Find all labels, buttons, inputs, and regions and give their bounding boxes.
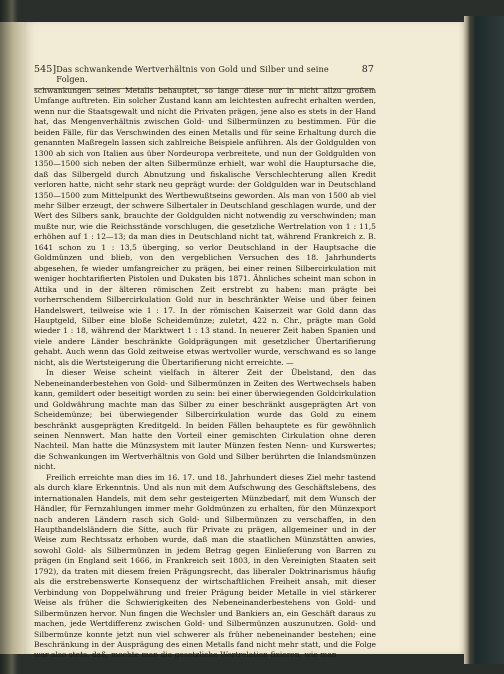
paragraph: In dieser Weise scheint vielfach in älterer Zeit der Übelstand, den das Nebeneinanderbestehen von Gold- und Silbermünzen in Zeiten des Wertwechsels haben kann, gemildert oder beseitigt worden zu sein: bei einer überwiegenden Goldcirkulation und Goldwährung machte man das Silber zu einer beschränkt ausgeprägten Art von Scheidemünze; bei überwiegender Silbercirkulation wurde das Gold zu einem beschränkt ausgeprägten Kreditgeld. In beiden Fällen behauptete es für gewöhnlich seinen Nennwert. Man hatte den Vorteil einer gemischten Cirkulation ohne deren Nachteil. Man hatte die Münzsystem mit lauter Münzen festen Nenn- und Kurswertes; die Schwankungen im Wertverhältnis von Gold und Silber berührten die Inlandsmünzen nicht. bbox=[34, 368, 376, 472]
page-number: 87 bbox=[361, 64, 374, 75]
running-title: Das schwankende Wertverhältnis von Gold und Silber und seine Folgen. bbox=[56, 64, 329, 84]
section-marker: 545] bbox=[34, 64, 57, 75]
paragraph: schwankungen seines Metalls behauptet, so lange diese nur in nicht allzu großem Umfange auftreten. Ein solcher Zustand kann am leichtesten aufrecht erhalten werden, wenn nur die Staatsgewalt und nicht die Privaten prägen, jene also es stets in der Hand hat, das Mengenverhältnis zwischen Gold- und Silbermünzen zu bestimmen. Für die beiden Fälle, für das Verschwinden des einen Metalls und für seine Erhaltung durch die genannten Maßregeln lassen sich zahlreiche Beispiele anführen. Als der Goldgulden von 1300 ab sich von Italien aus über Nordeuropa verbreitete, und nun der Goldgulden von 1350—1500 sich neben der alten Silbermünze erhielt, war wohl die Hauptursache die, daß das Silbergeld durch Abnutzung und fiskalische Verschlechterung allen Kredit verloren hatte, nicht sehr stark neu geprägt wurde: der Goldgulden war in Deutschland 1350—1500 zum Mittelpunkt des Wertbewußtseins geworden. Als man von 1500 ab viel mehr Silber erzeugt, der schwere Silbertaler in Deutschland geschlagen wurde, und der Wert des Silbers sank, brauchte der Goldgulden nicht notwendig zu verschwinden; man mußte nur, wie die Reichsstände vorschlugen, die gesetzliche Wertrelation von 1 : 11,5 erhöhen auf 1 : 12—13; da man dies in Deutschland nicht tat, während Frankreich z. B. 1641 schon zu 1 : 13,5 überging, so verlor Deutschland in der Hauptsache die Goldmünzen und blieb, von den vergeblichen Versuchen des 18. Jahrhunderts abgesehen, fe wieder umfangreicher zu prägen, bei einer reinen Silbercirkulation mit weniger hochtarifierten Pistolen und Dukaten bis 1871. Ähnliches scheint man schon in Attika und in der älteren römischen Zeit erstrebt zu haben: man prägte bei vorherrschendem Silbercirkulation Gold nur in beschränkter Weise und über feinen Handelswert, teilweise wie 1 : 17. In der römischen Kaiserzeit war Gold dann das Hauptgeld, Silber eine bloße Scheidemünze; zuletzt, 422 n. Chr., prägte man Gold wieder 1 : 18, während der Marktwert 1 : 13 stand. In neuerer Zeit haben Spanien und viele andere Länder beschränkte Goldprägungen mit gesetzlicher Übertarifierung gehabt. Auch wenn das Gold zeitweise etwas wertvoller wurde, verschwand es so lange nicht, als die Wertsteigerung die Übertarifierung nicht erreichte. — bbox=[34, 86, 376, 367]
body-text bbox=[34, 86, 376, 661]
book-cover-edge bbox=[464, 16, 504, 664]
paragraph: Freilich erreichte man dies im 16. 17. und 18. Jahrhundert dieses Ziel mehr tastend als durch klare Erkenntnis. Und als nun mit dem Aufschwung des Geschäftslebens, des internationalen Handels, mit dem sehr gesteigerten Münzbedarf, mit dem Wunsch der Händler, für Fernzahlungen immer mehr Goldmünzen zu erhalten, für den Münzexport nach anderen Ländern rasch sich Gold- und Silbermünzen zu verschaffen, in den Haupthandelsländern die Sitte, auch für Private zu prägen, allgemeiner und in der Weise zum Rechtssatz erhoben wurde, daß man die staatlichen Münzstätten anwies, sowohl Gold- als Silbermünzen in jedem Betrag gegen Einlieferung von Barren zu prägen (in England seit 1666, in Frankreich seit 1803, in den Vereinigten Staaten seit 1792), da traten mit diesem freien Prägungsrecht, das liberaler Doktrinarismus häufig als die erstrebenswerte Konsequenz der wirtschaftlichen Freiheit ansah, mit dieser Verbindung von Doppelwährung und freier Prägung beider Metalle in viel stärkerer Weise als früher die Schwierigkeiten des Nebeneinanderbestehens von Gold- und Silbermünzen hervor. Nun fingen die Wechsler und Bankiers an, ein Geschäft daraus zu machen, jede Wertdifferenz zwischen Gold- und Silbermünzen auszunutzen. Gold- und Silbermünze konnte jetzt nun viel schwerer als früher nebeneinander bestehen; eine Beschränkung in der Ausprägung des einen Metalls fand nicht mehr statt, und die Folge war also stets, daß, mochte man die gesetzliche Wertrelation fixieren, wie man bbox=[34, 472, 376, 660]
